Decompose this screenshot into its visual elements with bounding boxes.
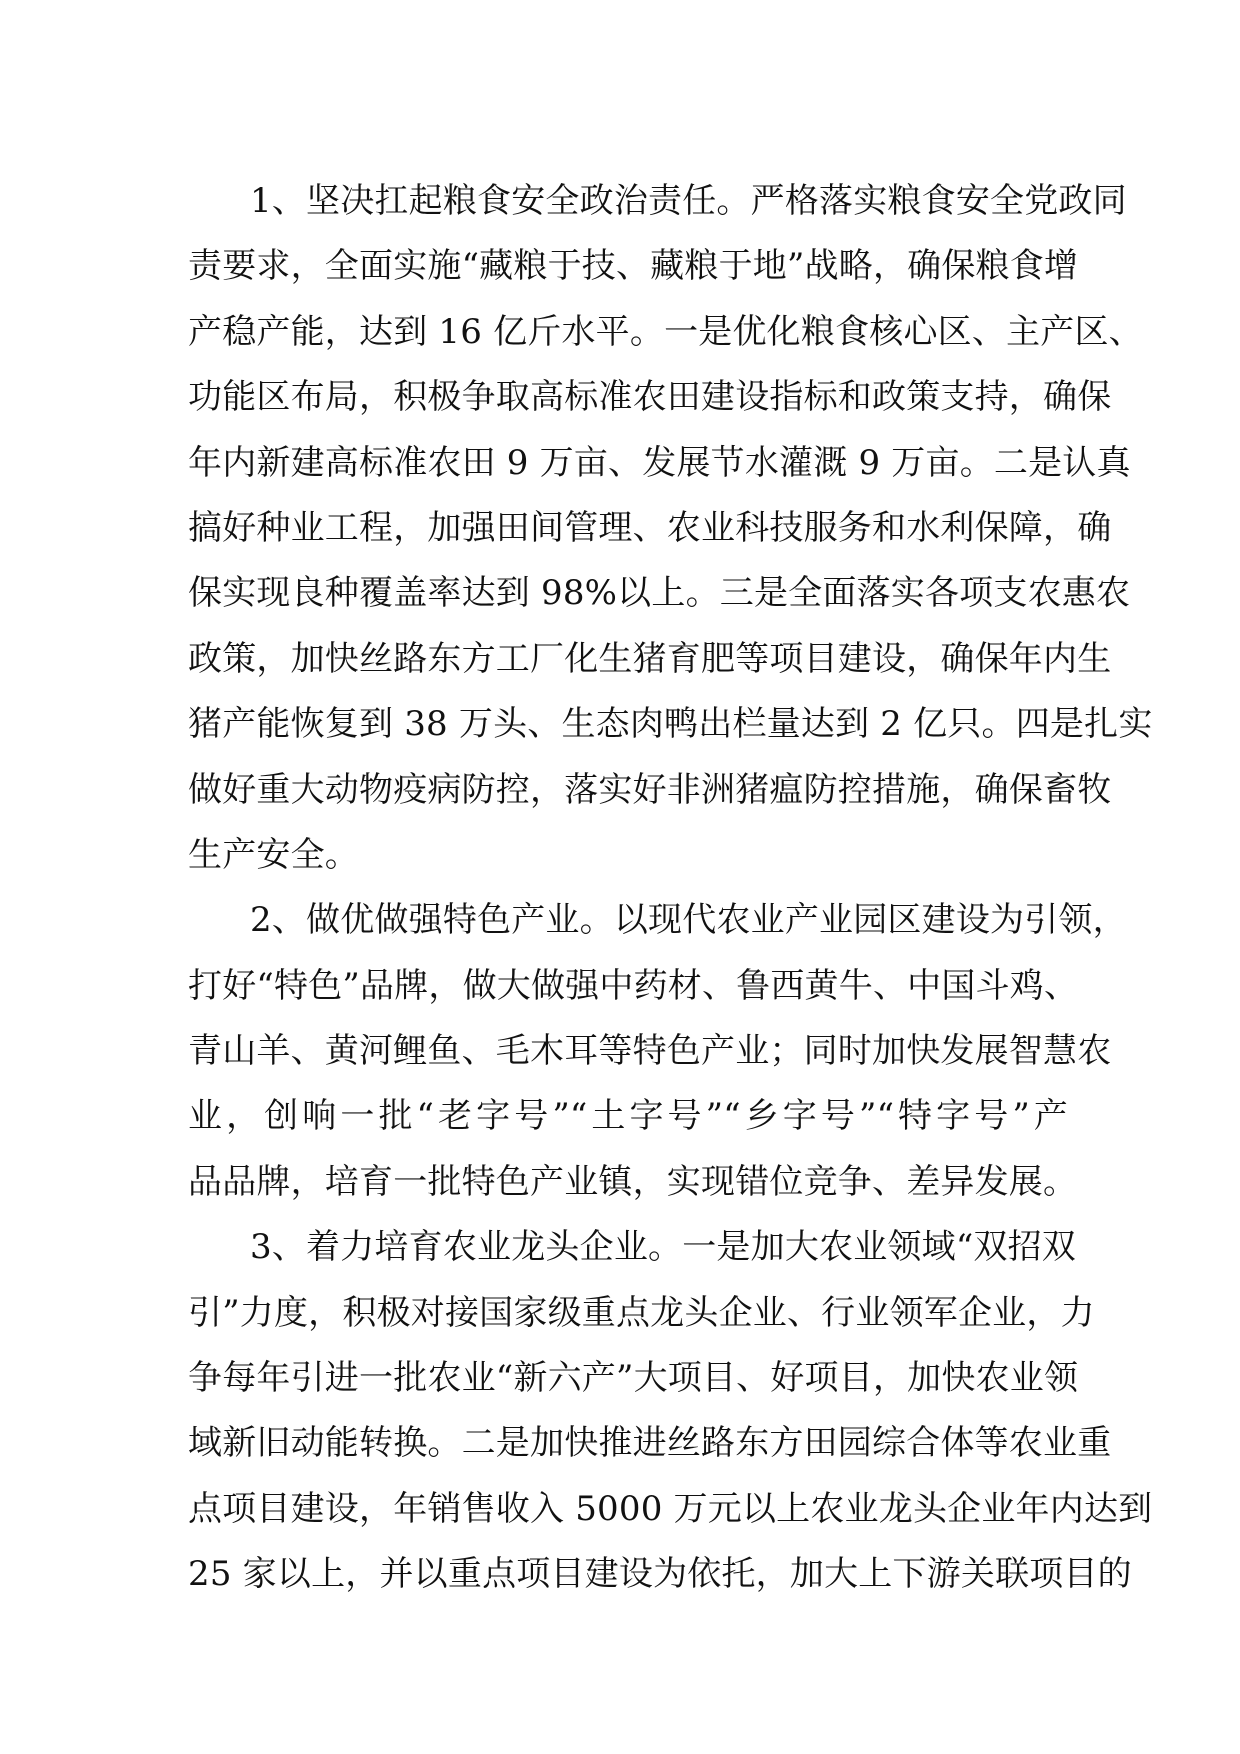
text-line: 政策，加快丝路东方工厂化生猪育肥等项目建设，确保年内生 — [188, 638, 1112, 679]
document-body — [188, 169, 1153, 1608]
text-line: 品品牌，培育一批特色产业镇，实现错位竞争、差异发展。 — [188, 1161, 1078, 1202]
text-line: 点项目建设，年销售收入 5000 万元以上农业龙头企业年内达到 — [188, 1488, 1153, 1529]
text-line: 引”力度，积极对接国家级重点龙头企业、行业领军企业，力 — [188, 1292, 1095, 1333]
text-line: 保实现良种覆盖率达到 98%以上。三是全面落实各项支农惠农 — [188, 573, 1131, 614]
text-line: 1、坚决扛起粮食安全政治责任。严格落实粮食安全党政同 — [250, 181, 1127, 221]
text-line: 生产安全。 — [188, 834, 359, 875]
text-line: 打好“特色”品牌，做大做强中药材、鲁西黄牛、中国斗鸡、 — [188, 965, 1079, 1006]
text-line: 25 家以上，并以重点项目建设为依托，加大上下游关联项目的 — [188, 1554, 1132, 1595]
text-line: 搞好种业工程，加强田间管理、农业科技服务和水利保障，确 — [188, 507, 1112, 548]
text-line: 功能区布局，积极争取高标准农田建设指标和政策支持，确保 — [188, 377, 1112, 418]
text-line: 3、着力培育农业龙头企业。一是加大农业领域“双招双 — [250, 1227, 1077, 1268]
text-line: 域新旧动能转换。二是加快推进丝路东方田园综合体等农业重 — [188, 1423, 1112, 1464]
text-line: 产稳产能，达到 16 亿斤水平。一是优化粮食核心区、主产区、 — [188, 311, 1143, 352]
text-line: 青山羊、黄河鲤鱼、毛木耳等特色产业；同时加快发展智慧农 — [188, 1031, 1112, 1072]
text-line: 做好重大动物疫病防控，落实好非洲猪瘟防控措施，确保畜牧 — [188, 769, 1112, 810]
text-line: 年内新建高标准农田 9 万亩、发展节水灌溉 9 万亩。二是认真 — [188, 442, 1131, 483]
text-line: 责要求，全面实施“藏粮于技、藏粮于地”战略，确保粮食增 — [188, 246, 1079, 287]
text-line: 争每年引进一批农业“新六产”大项目、好项目，加快农业领 — [188, 1358, 1079, 1399]
text-line: 2、做优做强特色产业。以现代农业产业园区建设为引领， — [250, 900, 1127, 941]
text-line: 业，创响一批“老字号”“土字号”“乡字号”“特字号”产 — [188, 1096, 1068, 1137]
paragraph-2 — [188, 888, 1127, 1215]
paragraph-3 — [188, 1215, 1153, 1607]
text-line: 猪产能恢复到 38 万头、生态肉鸭出栏量达到 2 亿只。四是扎实 — [188, 704, 1153, 745]
paragraph-1 — [188, 169, 1153, 888]
